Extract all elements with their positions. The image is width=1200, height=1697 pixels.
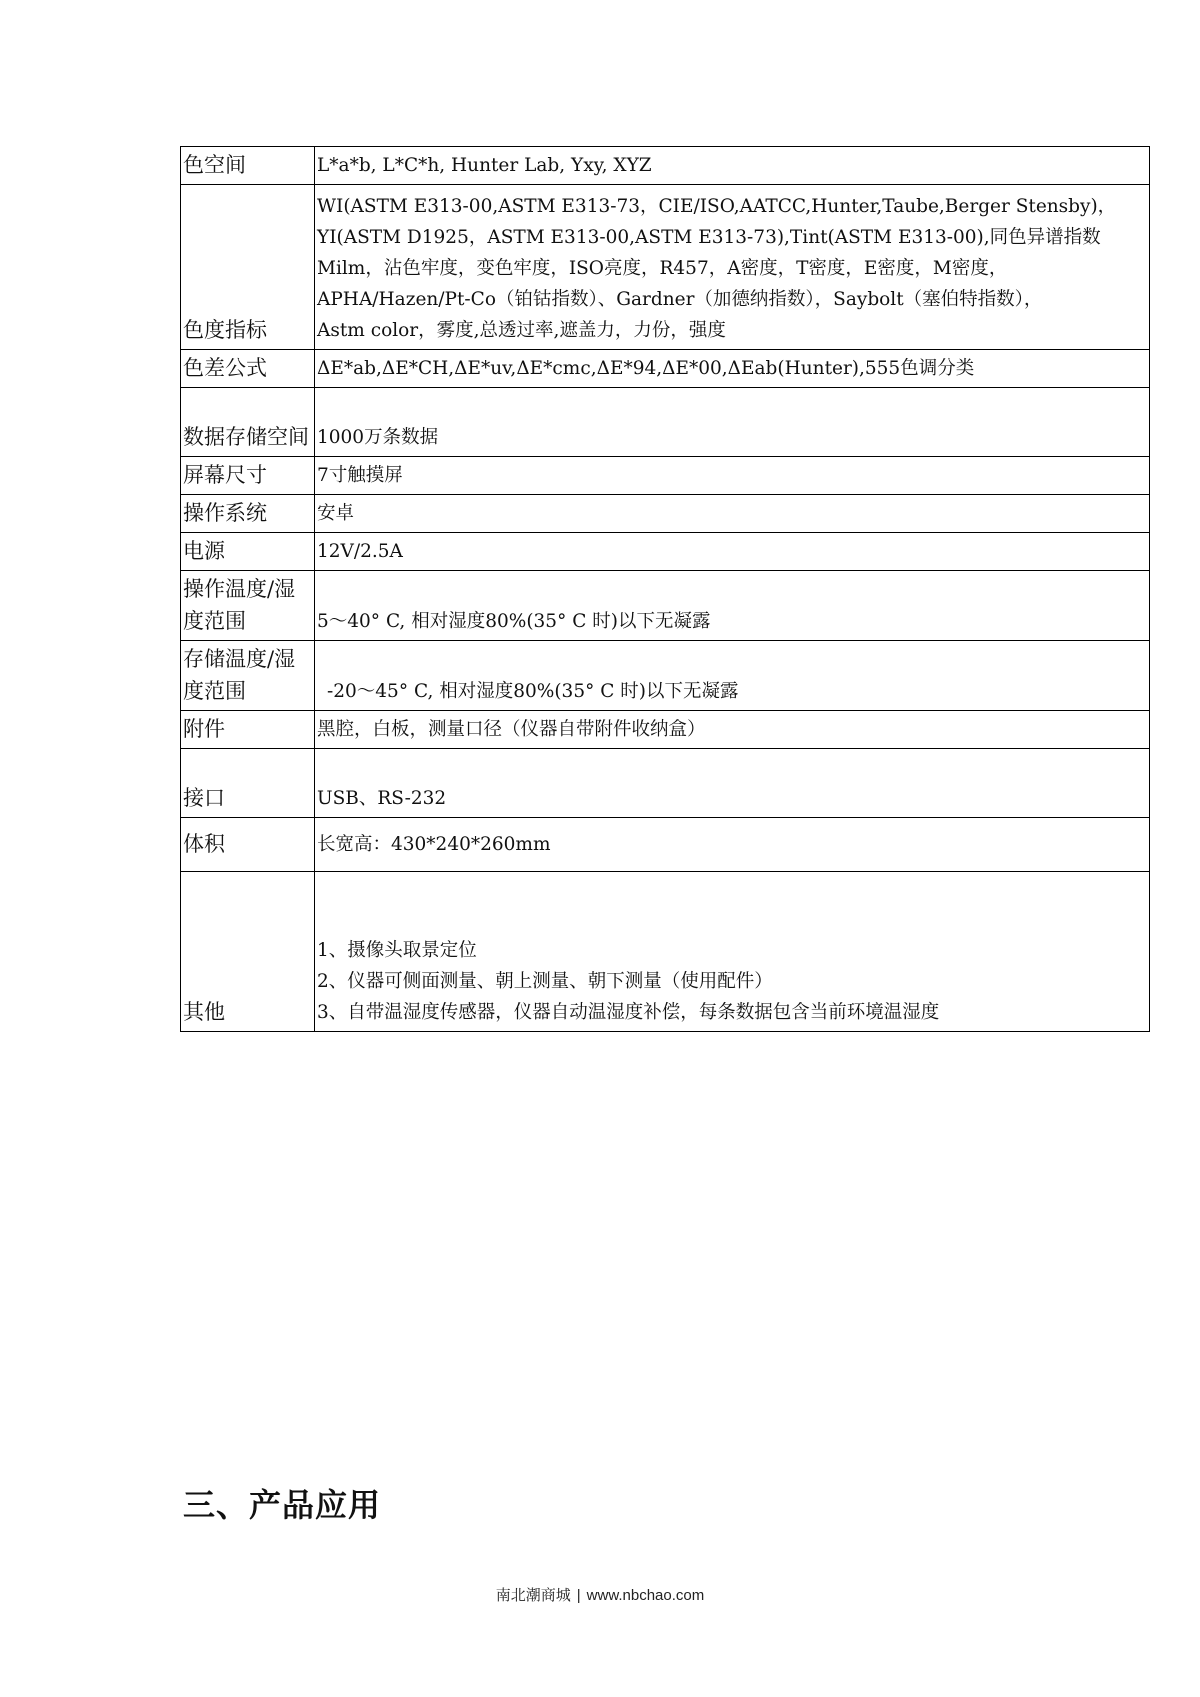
table-row bbox=[181, 711, 1150, 749]
spec-label: 屏幕尺寸 bbox=[181, 457, 315, 495]
spec-value: 安卓 bbox=[315, 495, 1150, 533]
spec-value: 1000万条数据 bbox=[315, 388, 1150, 457]
spec-value: 长宽高：430*240*260mm bbox=[315, 818, 1150, 872]
table-row bbox=[181, 533, 1150, 571]
table-row bbox=[181, 818, 1150, 872]
spec-table bbox=[180, 146, 1150, 1032]
spec-value: ΔE*ab,ΔE*CH,ΔE*uv,ΔE*cmc,ΔE*94,ΔE*00,ΔEab(Hunter),555色调分类 bbox=[315, 350, 1150, 388]
table-row bbox=[181, 185, 1150, 350]
spec-label: 数据存储空间 bbox=[181, 388, 315, 457]
spec-label: 色差公式 bbox=[181, 350, 315, 388]
footer-separator: | bbox=[576, 1587, 581, 1604]
spec-label: 体积 bbox=[181, 818, 315, 872]
table-row bbox=[181, 495, 1150, 533]
table-row bbox=[181, 872, 1150, 1032]
spec-value: 7寸触摸屏 bbox=[315, 457, 1150, 495]
table-row bbox=[181, 457, 1150, 495]
table-row bbox=[181, 749, 1150, 818]
table-row bbox=[181, 641, 1150, 711]
table-row bbox=[181, 147, 1150, 185]
section-heading: 三、产品应用 bbox=[183, 1486, 382, 1524]
spec-value: 黑腔，白板，测量口径（仪器自带附件收纳盒） bbox=[315, 711, 1150, 749]
spec-value: 1、摄像头取景定位 2、仪器可侧面测量、朝上测量、朝下测量（使用配件） 3、自带温湿度传感器，仪器自动温湿度补偿，每条数据包含当前环境温湿度 bbox=[315, 872, 1150, 1032]
spec-label: 操作温度/湿度范围 bbox=[181, 571, 315, 641]
spec-label: 色空间 bbox=[181, 147, 315, 185]
table-row bbox=[181, 571, 1150, 641]
spec-label: 其他 bbox=[181, 872, 315, 1032]
spec-label: 色度指标 bbox=[181, 185, 315, 350]
spec-label: 存储温度/湿度范围 bbox=[181, 641, 315, 711]
table-row bbox=[181, 388, 1150, 457]
spec-label: 操作系统 bbox=[181, 495, 315, 533]
spec-value: 12V/2.5A bbox=[315, 533, 1150, 571]
spec-value: 5～40° C, 相对湿度80%(35° C 时)以下无凝露 bbox=[315, 571, 1150, 641]
spec-value: L*a*b, L*C*h, Hunter Lab, Yxy, XYZ bbox=[315, 147, 1150, 185]
spec-label: 接口 bbox=[181, 749, 315, 818]
footer-site-name: 南北潮商城 bbox=[495, 1587, 571, 1604]
spec-value: -20～45° C, 相对湿度80%(35° C 时)以下无凝露 bbox=[315, 641, 1150, 711]
footer-url: www.nbchao.com bbox=[586, 1587, 705, 1604]
page-footer bbox=[0, 1584, 1200, 1605]
table-row bbox=[181, 350, 1150, 388]
spec-value: WI(ASTM E313-00,ASTM E313-73，CIE/ISO,AATCC,Hunter,Taube,Berger Stensby)， YI(ASTM D1925，ASTM E313-00,ASTM E313-73),Tint(ASTM E313-00),同色异谱指数 Milm，沾色牢度，变色牢度，ISO亮度，R457，A密度，T密度，E密度，M密度， APHA/Hazen/Pt-Co（铂钴指数）、Gardner（加德纳指数），Saybolt（塞伯特指数）， Astm color，雾度,总透过率,遮盖力，力份，强度 bbox=[315, 185, 1150, 350]
spec-value: USB、RS-232 bbox=[315, 749, 1150, 818]
spec-label: 电源 bbox=[181, 533, 315, 571]
spec-label: 附件 bbox=[181, 711, 315, 749]
